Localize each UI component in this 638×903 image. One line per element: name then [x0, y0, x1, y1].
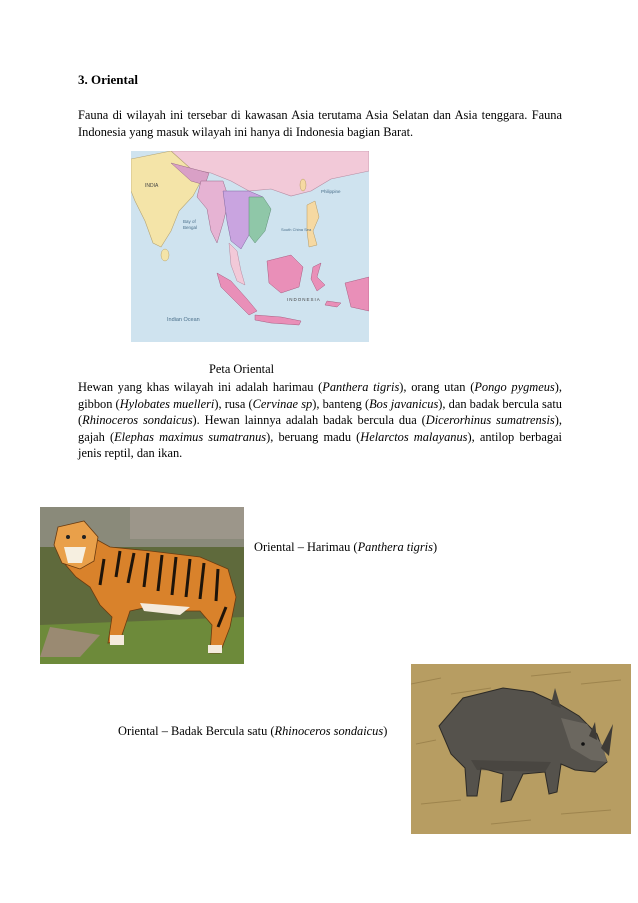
- tiger-illustration: [40, 507, 244, 664]
- tiger-caption: [254, 540, 437, 555]
- scientific-name: Rhinoceros sondaicus: [274, 724, 384, 738]
- fauna-text: ), rusa (: [214, 396, 253, 411]
- map-label-indonesia: INDONESIA: [287, 297, 321, 302]
- rhino-illustration: [411, 664, 631, 834]
- scientific-name: Panthera tigris: [357, 540, 433, 554]
- scientific-name: Helarctos malayanus: [360, 429, 468, 444]
- fauna-text: ). Hewan lainnya adalah badak bercula dua (: [192, 413, 426, 428]
- section-heading: 3. Oriental: [78, 72, 138, 87]
- fauna-text: ), dan badak bercula satu (: [78, 396, 562, 428]
- rhino-caption: [118, 724, 387, 739]
- fauna-text: Hewan yang khas wilayah ini adalah harimau (: [78, 380, 323, 394]
- scientific-name: Bos javanicus: [369, 396, 439, 411]
- tiger-photo: [40, 507, 244, 664]
- map-label-india: INDIA: [145, 183, 159, 189]
- scientific-name: Pongo pygmeus: [474, 380, 555, 394]
- fauna-paragraph: [78, 379, 562, 462]
- map-label-bengal: Bengal: [183, 225, 198, 230]
- scientific-name: Elephas maximus sumatranus: [114, 429, 267, 444]
- intro-line-1: Fauna di wilayah ini tersebar di kawasan Asia terutama Asia Selatan dan Asia tenggara.: [78, 108, 528, 122]
- scientific-name: Dicerorhinus sumatrensis: [425, 413, 555, 428]
- map-caption: Peta Oriental: [209, 362, 275, 376]
- fauna-text: ), antilop berbagai jenis reptil, dan ikan.: [78, 429, 563, 461]
- intro-paragraph: [78, 107, 562, 140]
- map-label-bay: Bay of: [183, 219, 196, 224]
- intro-line-2: Fauna Indonesia yang masuk wilayah ini hanya di Indonesia bagian Barat.: [78, 108, 562, 139]
- map-illustration: [131, 151, 369, 342]
- fauna-text: ), gajah (: [78, 413, 562, 444]
- scientific-name: Hylobates muelleri: [119, 396, 215, 411]
- oriental-map-image: [131, 151, 369, 342]
- map-label-indian-ocean: Indian Ocean: [167, 317, 200, 323]
- map-label-philippine: Philippine: [321, 189, 341, 194]
- caption-text: ): [432, 540, 438, 554]
- fauna-text: ), orang utan (: [399, 380, 475, 394]
- map-label-south-china: South China Sea: [281, 227, 312, 232]
- caption-text: Oriental – Badak Bercula satu (: [118, 724, 275, 738]
- fauna-text: ), gibbon (: [78, 380, 562, 411]
- fauna-text: ), banteng (: [312, 396, 370, 411]
- scientific-name: Rhinoceros sondaicus: [82, 413, 193, 428]
- rhino-photo: [411, 664, 631, 834]
- scientific-name: Panthera tigris: [322, 380, 400, 394]
- scientific-name: Cervinae sp: [252, 396, 313, 411]
- caption-text: ): [383, 724, 388, 738]
- fauna-text: ), beruang madu (: [266, 429, 361, 444]
- caption-text: Oriental – Harimau (: [254, 540, 358, 554]
